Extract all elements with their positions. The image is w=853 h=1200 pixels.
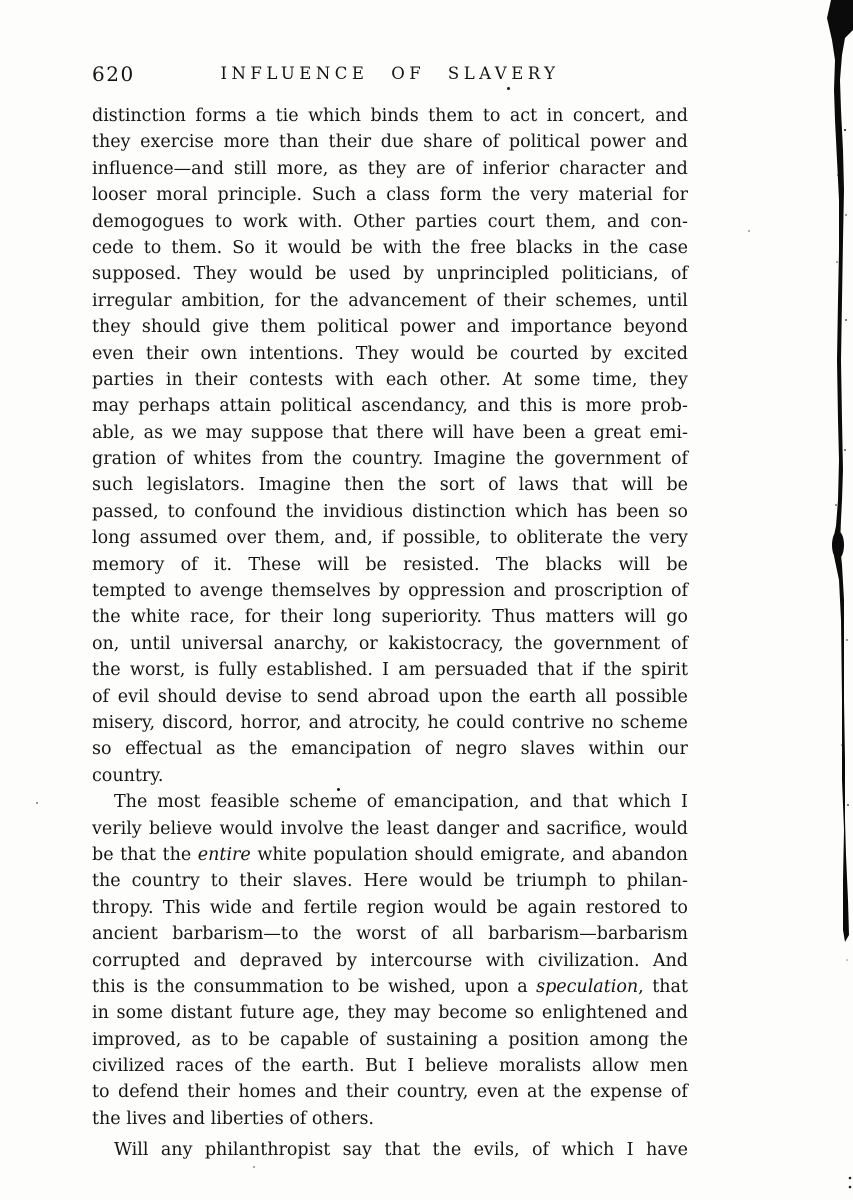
text-line: they exercise more than their due share of political power and [92, 132, 688, 153]
text-line: passed, to confound the invidious distinction which has been so [92, 501, 688, 522]
text-line: long assumed over them, and, if possible, to obliterate the very [92, 528, 688, 549]
text-line: supposed. They would be used by unprincipled politicians, of [92, 264, 688, 285]
text-line: may perhaps attain political ascendancy, and this is more prob- [92, 396, 688, 417]
binding-ink-artifact [821, 0, 853, 1200]
scan-speck [507, 87, 510, 90]
text-line: able, as we may suppose that there will have been a great emi- [92, 422, 688, 443]
body-text [92, 103, 688, 1164]
text-line: verily believe would involve the least danger and sacrifice, would [92, 818, 688, 839]
text-line: gration of whites from the country. Imagine the government of [92, 449, 688, 470]
text-line: even their own intentions. They would be courted by excited [92, 343, 688, 364]
text-line: to defend their homes and their country, even at the expense of [92, 1082, 688, 1103]
text-line: the country to their slaves. Here would be triumph to philan- [92, 871, 688, 892]
ink-speckles [835, 44, 849, 961]
text-line: be that the entire white population should emigrate, and abandon [92, 844, 688, 865]
text-line: in some distant future age, they may become so enlightened and [92, 1003, 688, 1024]
text-line: cede to them. So it would be with the free blacks in the case [92, 237, 688, 258]
text-line: influence—and still more, as they are of inferior character and [92, 158, 688, 179]
scan-speck [337, 788, 340, 791]
text-line: looser moral principle. Such a class form the very material for [92, 185, 688, 206]
text-line: of evil should devise to send abroad upon the earth all possible [92, 686, 688, 707]
text-line: civilized races of the earth. But I believe moralists allow men [92, 1056, 688, 1077]
text-line: ancient barbarism—to the worst of all barbarism—barbarism [92, 924, 688, 945]
scan-speck [36, 802, 38, 804]
text-line: so effectual as the emancipation of negro slaves within our [92, 739, 688, 760]
scan-speck [748, 230, 750, 232]
text-line: such legislators. Imagine then the sort of laws that will be [92, 475, 688, 496]
running-header: INFLUENCE OF SLAVERY [220, 64, 560, 83]
text-line: this is the consummation to be wished, upon a speculation, that [92, 976, 688, 997]
text-line: they should give them political power and importance beyond [92, 317, 688, 338]
text-line: The most feasible scheme of emancipation, and that which I [114, 792, 688, 813]
text-line: parties in their contests with each other. At some time, they [92, 369, 688, 390]
text-line: demogogues to work with. Other parties court them, and con- [92, 211, 688, 232]
colon-mark-artifact [849, 1177, 852, 1189]
text-line: the lives and liberties of others. [92, 1108, 374, 1129]
text-line: on, until universal anarchy, or kakistocracy, the government of [92, 633, 688, 654]
text-line: the worst, is fully established. I am persuaded that if the spirit [92, 660, 688, 681]
text-line: improved, as to be capable of sustaining a position among the [92, 1029, 688, 1050]
text-line: the white race, for their long superiority. Thus matters will go [92, 607, 688, 628]
text-line: misery, discord, horror, and atrocity, he could contrive no scheme [92, 712, 688, 733]
text-line: corrupted and depraved by intercourse with civilization. And [92, 950, 688, 971]
text-line: memory of it. These will be resisted. The blacks will be [92, 554, 688, 575]
scan-speck [253, 1166, 255, 1168]
text-line: Will any philanthropist say that the evils, of which I have [114, 1140, 688, 1161]
text-line: tempted to avenge themselves by oppression and proscription of [92, 581, 688, 602]
text-line: irregular ambition, for the advancement of their schemes, until [92, 290, 688, 311]
text-line: thropy. This wide and fertile region would be again restored to [92, 897, 688, 918]
text-line: distinction forms a tie which binds them to act in concert, and [92, 106, 688, 126]
text-line: country. [92, 765, 164, 786]
page-number: 620 [92, 62, 135, 86]
